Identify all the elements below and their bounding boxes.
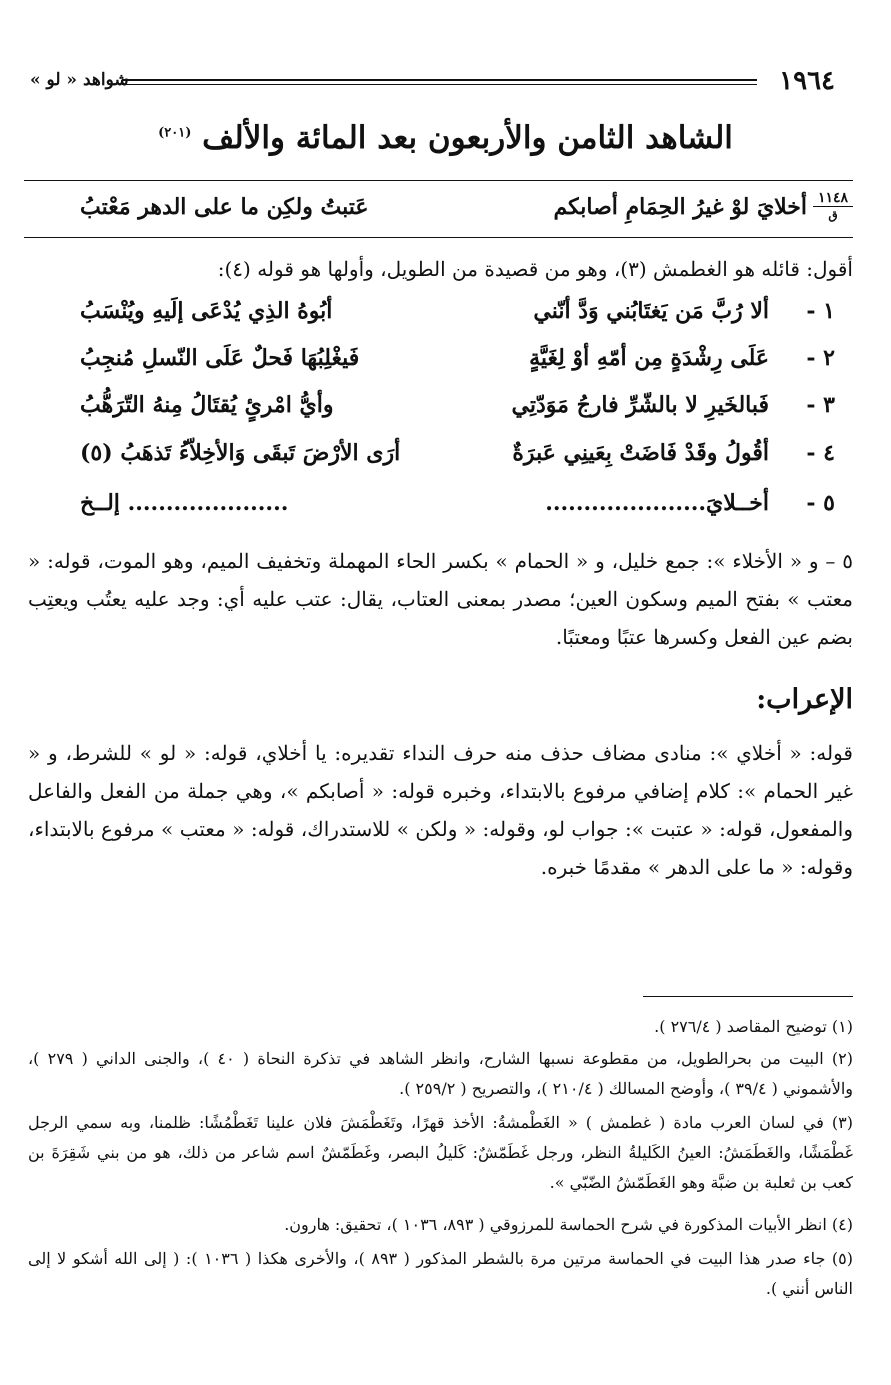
poem-second-half: فَيغْلِبُهَا فَحلٌ عَلَى النّسلِ مُنجِبُ (80, 345, 360, 371)
header-rule-thin (122, 84, 757, 85)
poem-line (70, 440, 835, 480)
running-title: شواهد « لو » (30, 70, 129, 90)
poem-first-half: أخــلايَ..................... (545, 490, 769, 516)
footnote: (٥) جاء صدر هذا البيت في الحماسة مرتين مرة بالشطر المذكور ( ٨٩٣ )، والأخرى هكذا ( ١٠٣٦ ): ( إلى الله أشكو لا إلى الناس أنني ). (28, 1249, 854, 1298)
title-footnote-ref: (٢٠١) (158, 125, 192, 141)
poem-line-number: ٥ - (806, 490, 835, 516)
verse-rule-top (24, 180, 853, 181)
header-rule (122, 79, 757, 81)
poem-first-half: عَلَى رِشْدَةٍ مِن أمّهِ أوْ لِغَيَّةٍ (529, 345, 769, 371)
poem-second-half: ..................... إلــخ (80, 490, 289, 516)
poem-line (70, 345, 835, 385)
poem-line (70, 490, 835, 530)
irab-paragraph: قوله: « أخلاي »: منادى مضاف حذف منه حرف النداء تقديره: يا أخلاي، قوله: « لو » للشرط، و « غير الحمام »: كلام إضافي مرفوع بالابتداء، وخبره قوله: « أصابكم »، وهي جملة من الفعل والفاعل والمفعول، قوله: « عتبت »: جواب لو، وقوله: « ولكن » للاستدراك، قوله: « معتب » مرفوع بالابتداء، وقوله: « ما على الدهر » مقدمًا خبره. (28, 741, 853, 879)
poem-second-half: وأيُّ امْرئٍ يُقتَالُ مِنهُ التّرَهُّبُ (80, 392, 334, 418)
main-verse (70, 190, 853, 230)
intro-paragraph: أقول: قائله هو الغطمش (٣)، وهو من قصيدة من الطويل، وأولها هو قوله (٤): (217, 257, 853, 281)
page-header (30, 66, 835, 96)
poem-line-number: ١ - (806, 298, 835, 324)
first-hemistich: أخلايَ لوْ غيرُ الحِمَامِ أصابكم (553, 194, 807, 220)
verse-number (813, 190, 853, 223)
irab-heading: الإعراب: (756, 684, 853, 715)
footnote: (١) توضيح المقاصد ( ٢٧٦/٤ ). (654, 1017, 853, 1036)
poem-second-half: أبُوهُ الذِي يُدْعَى إلَيهِ ويُنْسَبُ (80, 298, 333, 324)
poem-line (70, 392, 835, 432)
verse-section-mark: ق (813, 206, 853, 223)
poem-second-half: أرَى الأرْضَ تَبقَى وَالأخِلاّءُ تَذهَبُ (٥) (80, 440, 401, 466)
footnote: (٢) البيت من بحرالطويل، من مقطوعة نسبها الشارح، وانظر الشاهد في تذكرة النحاة ( ٤٠ )، والجنى الداني ( ٢٧٩ )، والأشموني ( ٣٩/٤ )، وأوضح المسالك ( ٢١٠/٤ )، والتصريح ( ٢٥٩/٢ ). (28, 1049, 853, 1098)
poem-first-half: فَبالخَيرِ لا بالشّرِّ فارجُ مَوَدّتِي (511, 392, 769, 418)
shahid-title-text: الشاهد الثامن والأربعون بعد المائة والألف (202, 120, 733, 156)
second-hemistich: عَتبتُ ولكِن ما على الدهر مَعْتبُ (80, 194, 369, 220)
verse-number-value: ١١٤٨ (817, 190, 849, 206)
poem-first-half: ألا رُبَّ مَن يَغتَابُني وَدَّ أنّني (533, 298, 769, 324)
poem-line-number: ٤ - (806, 440, 835, 466)
poem-first-half: أقُولُ وقَدْ فَاضَتْ بِعَينِي عَبرَةٌ (512, 440, 769, 466)
poem-line (70, 298, 835, 338)
verse-rule-bottom (24, 237, 853, 238)
page-number: ١٩٦٤ (779, 66, 835, 96)
poem-line-number: ٣ - (806, 392, 835, 418)
footnote: (٤) انظر الأبيات المذكورة في شرح الحماسة للمرزوقي ( ٨٩٣، ١٠٣٦ )، تحقيق: هارون. (284, 1215, 853, 1234)
footnote-rule (643, 996, 853, 997)
poem-line-number: ٢ - (806, 345, 835, 371)
footnote: (٣) في لسان العرب مادة ( غطمش ) « الغَطْمشةُ: الأخذ قهرًا، وتَغَطْمَشَ فلان علينا تَغَطْمُشًا: ظلمنا، وبه سمي الرجل غَطْمَشًا، والغَطَمَشُ: العينُ الكَليلةُ النظر، ورجل غَطَمّشٌ: كَليلُ البصر، وغَطَمّشٌ اسم شاعر من ذلك، هو من بني شَقِرَةَ بن كعب بن ثعلبة بن ضبَّة وهو الغَطَمّشُ الضّبّي ». (28, 1113, 853, 1192)
shahid-title (0, 120, 891, 156)
explanation-paragraph: ٥ – و « الأخلاء »: جمع خليل، و « الحمام » بكسر الحاء المهملة وتخفيف الميم، وهو الموت، قوله: « معتب » بفتح الميم وسكون العين؛ مصدر بمعنى العتاب، يقال: عتب عليه أي: وجد عليه يعتُب ويعتِب بضم عين الفعل وكسرها عتبًا ومعتبًا. (28, 549, 853, 649)
